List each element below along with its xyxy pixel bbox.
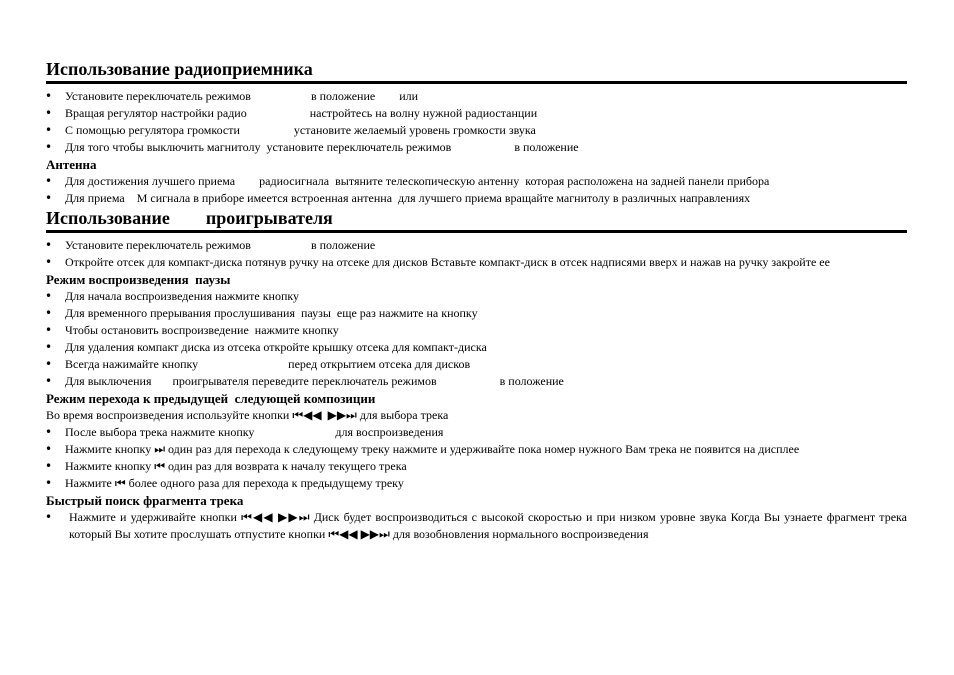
antenna-heading: Антенна (46, 157, 97, 172)
bullet-icon: • (45, 510, 53, 524)
list-item: • Откройте отсек для компакт-диска потянув ручку на отсеке для дисков Вставьте компакт-диск в отсек надписями вверх и нажав на ручку закройте ее (45, 255, 830, 269)
bullet-icon: • (45, 140, 53, 154)
bullet-icon: • (45, 459, 53, 473)
player-instructions-list (46, 237, 907, 271)
list-item: • Установите переключатель режимов в положение (45, 238, 376, 252)
bullet-icon: • (45, 191, 53, 205)
bullet-icon: • (45, 425, 53, 439)
list-item: • Установите переключатель режимов в положение или (45, 89, 419, 103)
bullet-icon: • (45, 340, 53, 354)
bullet-icon: • (45, 442, 53, 456)
list-item: • Всегда нажимайте кнопку перед открытием отсека для дисков (45, 357, 471, 371)
skip-intro: Во время воспроизведения используйте кнопки ⏮◀◀ ▶▶⏭ для выбора трека (46, 408, 449, 422)
bullet-icon: • (45, 306, 53, 320)
list-item: • Нажмите кнопку ⏭ один раз для перехода к следующему треку нажмите и удерживайте пока номер нужного Вам трека не появится на дисплее (45, 442, 800, 456)
search-list (46, 509, 907, 543)
antenna-list (46, 173, 907, 207)
list-item: • Для временного прерывания прослушивания паузы еще раз нажмите на кнопку (45, 306, 478, 320)
list-item: • Для того чтобы выключить магнитолу установите переключатель режимов в положение (45, 140, 579, 154)
bullet-icon: • (45, 238, 53, 252)
radio-instructions-list (46, 88, 907, 156)
player-section-title: Использование проигрывателя (46, 207, 907, 233)
list-item: • Для достижения лучшего приема радиосигнала вытяните телескопическую антенну которая расположена на задней панели прибора (45, 174, 770, 188)
bullet-icon: • (45, 323, 53, 337)
document-page (46, 58, 907, 543)
pause-heading: Режим воспроизведения паузы (46, 272, 231, 287)
list-item: • Нажмите и удерживайте кнопки ⏮◀◀ ▶▶⏭ Диск будет воспроизводиться с высокой скоростью и при низком уровне звука Когда Вы узнаете фрагмент трека который Вы хотите прослушать отпустите кнопки ⏮◀◀ ▶▶⏭ для возобновления нормального воспроизведения (45, 510, 907, 541)
bullet-icon: • (45, 89, 53, 103)
list-item: • Для начала воспроизведения нажмите кнопку (45, 289, 300, 303)
list-item: • Для выключения проигрывателя переведите переключатель режимов в положение (45, 374, 564, 388)
bullet-icon: • (45, 123, 53, 137)
radio-section-title: Использование радиоприемника (46, 58, 907, 84)
list-item: • Для удаления компакт диска из отсека откройте крышку отсека для компакт-диска (45, 340, 487, 354)
list-item: • Нажмите кнопку ⏮ один раз для возврата к началу текущего трека (45, 459, 407, 473)
list-item: • После выбора трека нажмите кнопку для воспроизведения (45, 425, 444, 439)
skip-heading: Режим перехода к предыдущей следующей композиции (46, 391, 376, 406)
bullet-icon: • (45, 255, 53, 269)
bullet-icon: • (45, 476, 53, 490)
list-item: • Нажмите ⏮ более одного раза для перехода к предыдущему треку (45, 476, 404, 490)
skip-list (46, 424, 907, 492)
bullet-icon: • (45, 106, 53, 120)
bullet-icon: • (45, 357, 53, 371)
list-item: • Чтобы остановить воспроизведение нажмите кнопку (45, 323, 339, 337)
list-item: • С помощью регулятора громкости установите желаемый уровень громкости звука (45, 123, 536, 137)
search-heading: Быстрый поиск фрагмента трека (46, 493, 244, 508)
pause-list (46, 288, 907, 390)
bullet-icon: • (45, 289, 53, 303)
bullet-icon: • (45, 174, 53, 188)
list-item: • Для приема М сигнала в приборе имеется встроенная антенна для лучшего приема вращайте магнитолу в различных направлениях (45, 191, 751, 205)
bullet-icon: • (45, 374, 53, 388)
list-item: • Вращая регулятор настройки радио настройтесь на волну нужной радиостанции (45, 106, 538, 120)
